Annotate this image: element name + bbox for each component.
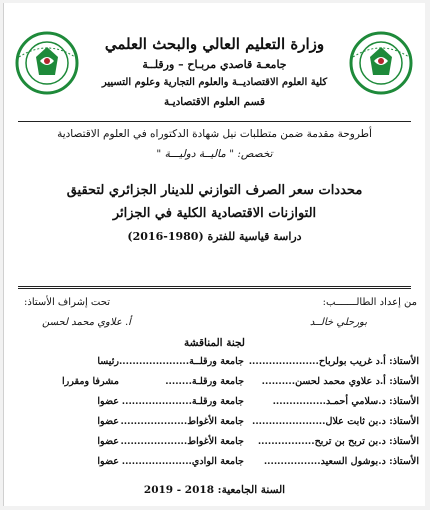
member-name: الأستاذ: أ.د غريب بولرباح.....................	[248, 356, 419, 367]
member-institution: جامعة ورقلــة.....................	[118, 356, 244, 367]
member-name: الأستاذ: د.بن تربح بن تربح.................	[257, 436, 419, 447]
academic-year: السنة الجامعية: 2018 - 2019	[143, 484, 286, 496]
member-institution: جامعة الأغواط....................	[120, 436, 244, 447]
thesis-title-line-1: محددات سعر الصرف التوازني للدينار الجزائري لتحقيق	[66, 183, 363, 198]
committee-heading: لجنة المناقشة	[183, 337, 245, 349]
member-name: الأستاذ: د.بن ثابت علال......................	[252, 416, 419, 427]
member-institution: جامعة ورقلـة.....................	[121, 396, 244, 407]
department-name: قسم العلوم الاقتصاديـة	[164, 96, 265, 108]
member-role: عضوا	[97, 396, 119, 407]
member-role: رئيسا	[97, 356, 119, 367]
member-institution: جامعة ورقلـة........	[165, 376, 244, 387]
header-divider	[18, 121, 411, 122]
committee-member-row	[18, 356, 419, 374]
student-name: بورحلي خالــد	[309, 317, 367, 328]
committee-member-row	[18, 436, 419, 454]
committee-member-row	[18, 456, 419, 474]
thesis-subtitle: دراسة قياسية للفترة (1980-2016)	[127, 230, 302, 243]
supervisor-name: أ. علاوي محمد لحسن	[42, 317, 131, 328]
committee-member-row	[18, 416, 419, 434]
thesis-specialty: تخصص: " ماليــة دوليـــة "	[156, 148, 273, 160]
document-page	[3, 3, 425, 506]
member-role: عضوا	[97, 436, 119, 447]
committee-member-row	[18, 376, 419, 394]
thesis-purpose: أطروحة مقدمة ضمن متطلبات نيل شهادة الدكتوراه في العلوم الاقتصادية	[57, 128, 372, 140]
member-name: الأستاذ: د.بوشول السعيد.................	[263, 456, 419, 467]
member-role: عضوا	[97, 416, 119, 427]
member-name: الأستاذ: د.سلامي أحمـد................	[272, 396, 419, 407]
student-label: من إعداد الطالـــــــب:	[322, 297, 417, 308]
ministry-name: وزارة التعليم العالي والبحث العلمي	[104, 35, 325, 53]
member-role: مشرفا ومقررا	[61, 376, 119, 387]
committee-member-row	[18, 396, 419, 414]
thesis-title-line-2: التوازنات الاقتصادية الكلية في الجزائر	[112, 206, 317, 221]
faculty-name: كلية العلوم الاقتصاديــة والعلوم التجارية وعلوم التسيير	[101, 77, 328, 88]
member-institution: جامعة الوادي.....................	[121, 456, 244, 467]
supervisor-label: تحت إشراف الأستاذ:	[24, 297, 110, 308]
member-name: الأستاذ: أ.د علاوي محمد لحسن..........	[261, 376, 419, 387]
member-institution: جامعة الأغواط....................	[120, 416, 244, 427]
member-role: عضوا	[97, 456, 119, 467]
title-divider	[18, 286, 411, 289]
university-name: جامعـة قاصدي مربـاح – ورقلــة	[142, 58, 287, 71]
